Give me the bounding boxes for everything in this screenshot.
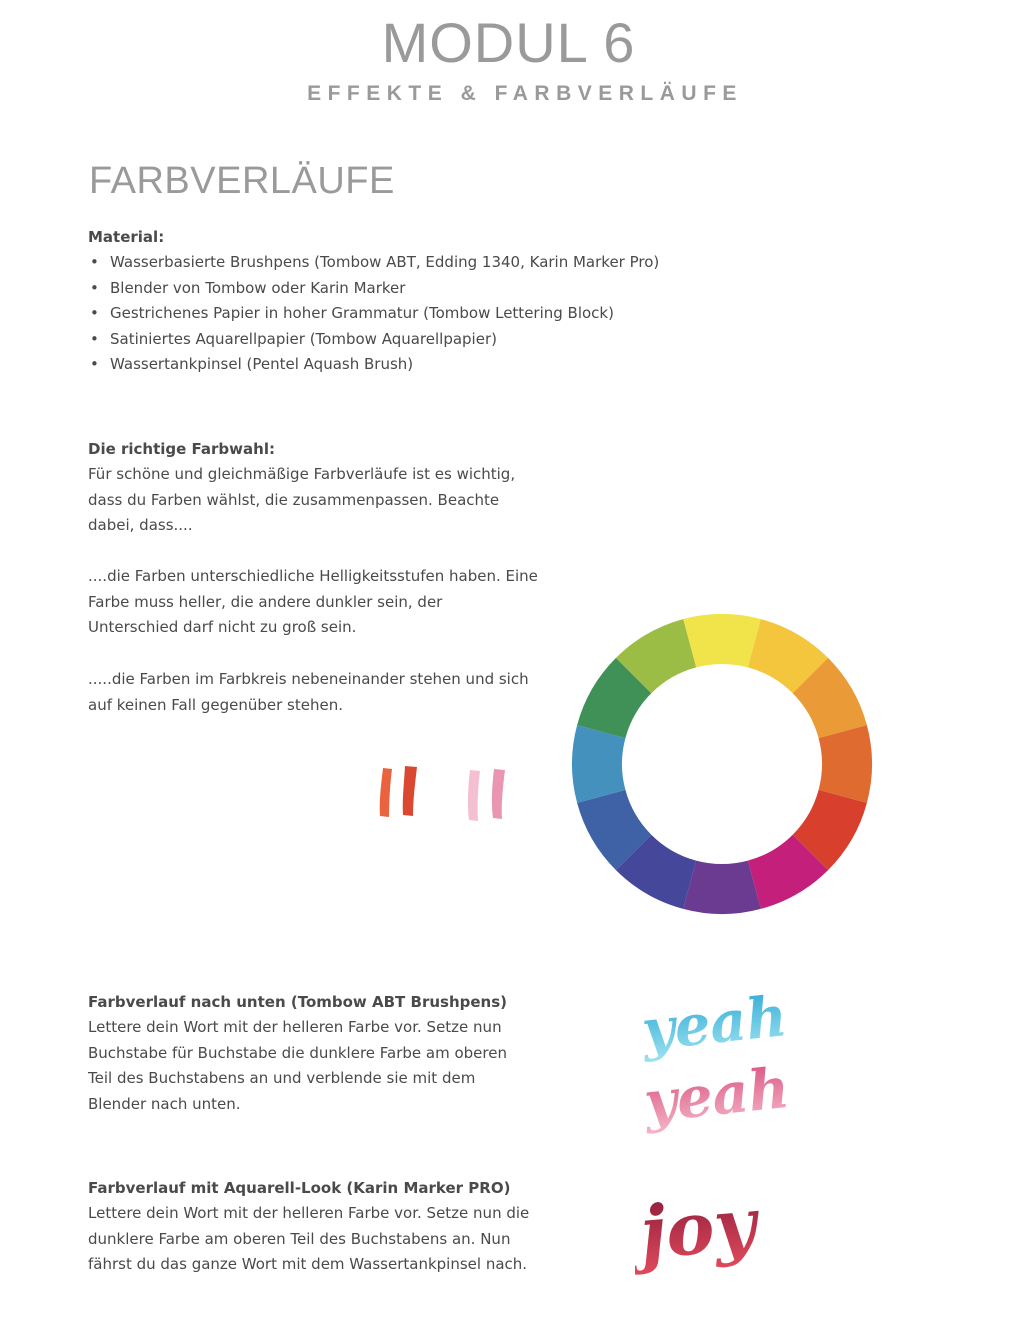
list-item: • Wasserbasierte Brushpens (Tombow ABT, Edding 1340, Karin Marker Pro) — [88, 250, 659, 276]
lettering-word-joy: joy — [636, 1180, 760, 1276]
farbwahl-label: Die richtige Farbwahl: — [88, 440, 275, 458]
text-line: Buchstabe für Buchstabe die dunklere Farbe am oberen — [88, 1043, 507, 1062]
text-line: ....die Farben unterschiedliche Helligkeitsstufen haben. Eine — [88, 567, 538, 585]
text-line: .....die Farben im Farbkreis nebeneinander stehen und sich — [88, 670, 529, 688]
text-line: Lettere dein Wort mit der helleren Farbe vor. Setze nun — [88, 1018, 502, 1036]
farbwahl-paragraph-2 — [88, 564, 558, 641]
yeah-lettering-image — [630, 975, 810, 1150]
swatch-stroke-red — [403, 766, 417, 816]
text-line: Teil des Buchstabens an und verblende sie mit dem — [88, 1069, 476, 1087]
list-item: • Gestrichenes Papier in hoher Grammatur (Tombow Lettering Block) — [88, 301, 659, 327]
text-line: Lettere dein Wort mit der helleren Farbe vor. Setze nun die — [88, 1204, 530, 1222]
swatch-stroke-pink — [492, 769, 505, 819]
joy-lettering-image — [635, 1180, 805, 1300]
text-line: Unterschied darf nicht zu groß sein. — [88, 618, 357, 636]
color-wheel-segment — [683, 861, 761, 914]
verlauf-aquarell-label: Farbverlauf mit Aquarell-Look (Karin Marker PRO) — [88, 1179, 511, 1197]
material-list — [88, 250, 659, 378]
text-line: dass du Farben wählst, die zusammenpassen. Beachte — [88, 490, 500, 509]
verlauf-unten-paragraph — [88, 1015, 558, 1117]
verlauf-aquarell-paragraph — [88, 1201, 568, 1278]
swatch-stroke-light-pink — [468, 770, 480, 821]
list-item: • Satiniertes Aquarellpapier (Tombow Aquarellpapier) — [88, 327, 659, 353]
text-line: Blender nach unten. — [88, 1094, 241, 1113]
text-line: Farbe muss heller, die andere dunkler sein, der — [88, 592, 443, 611]
color-wheel-segment — [572, 725, 625, 803]
list-item: • Blender von Tombow oder Karin Marker — [88, 276, 659, 302]
page-subtitle: EFFEKTE & FARBVERLÄUFE — [307, 82, 743, 105]
text-line: Für schöne und gleichmäßige Farbverläufe ist es wichtig, — [88, 465, 516, 483]
color-wheel-segment — [683, 614, 761, 667]
material-label: Material: — [88, 228, 165, 246]
color-wheel-segment — [819, 725, 872, 803]
text-line: fährst du das ganze Wort mit dem Wassertankpinsel nach. — [88, 1255, 528, 1273]
text-line: dabei, dass.... — [88, 516, 193, 534]
text-line: dunklere Farbe am oberen Teil des Buchstabens an. Nun — [88, 1229, 511, 1248]
verlauf-unten-label: Farbverlauf nach unten (Tombow ABT Brushpens) — [88, 993, 507, 1011]
swatch-stroke-orange — [380, 768, 392, 817]
lettering-word-bottom: yeah — [641, 1054, 793, 1136]
lettering-word-top: yeah — [638, 983, 791, 1064]
text-line: auf keinen Fall gegenüber stehen. — [88, 695, 343, 714]
page-title: MODUL 6 — [381, 11, 636, 74]
farbwahl-paragraph-1 — [88, 462, 558, 539]
list-item: • Wassertankpinsel (Pentel Aquash Brush) — [88, 352, 659, 378]
section-title: FARBVERLÄUFE — [89, 160, 395, 202]
farbwahl-paragraph-3 — [88, 667, 558, 718]
brush-swatches — [370, 760, 520, 830]
color-wheel — [570, 612, 874, 916]
